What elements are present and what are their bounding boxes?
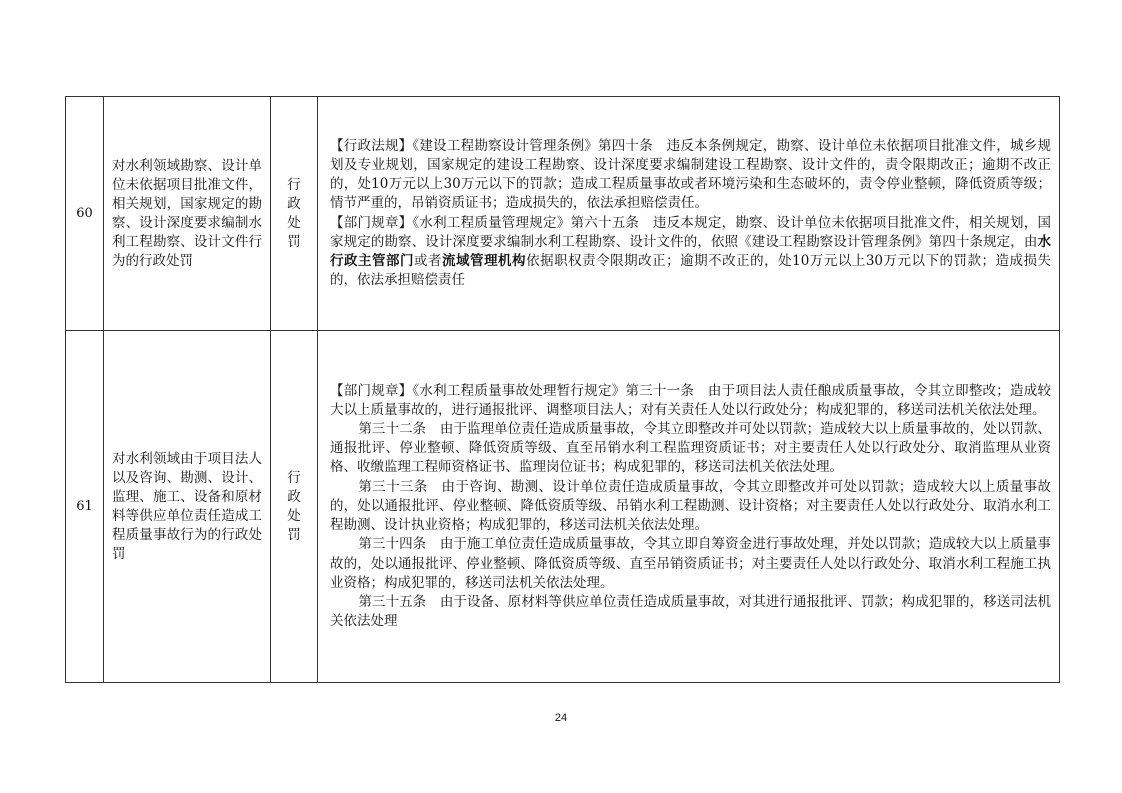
penalty-type: [271, 97, 318, 331]
basis-paragraph: 第三十二条 由于监理单位责任造成质量事故，令其立即整改并可处以罚款；造成较大以上质量事故的，处以罚款、通报批评、停业整顿、降低资质等级、直至吊销水利工程监理资质证书；对主要责任人处以行政处分、取消监理从业资格、收缴监理工程师资格证书、监理岗位证书；构成犯罪的，移送司法机关依法处理。: [330, 421, 1051, 476]
authority-highlight: 流域管理机构: [442, 252, 527, 269]
basis-paragraph: 第三十三条 由于咨询、勘测、设计单位责任造成质量事故，令其立即整改并可处以罚款；造成较大以上质量事故的，处以通报批评、停业整顿、降低资质等级、吊销水利工程勘测、设计资格；对主要责任人处以行政处分、取消水利工程勘测、设计执业资格；构成犯罪的，移送司法机关依法处理。: [330, 478, 1051, 534]
basis-paragraph: 【部门规章】《水利工程质量事故处理暂行规定》第三十一条 由于项目法人责任酿成质量事故，令其立即整改；造成较大以上质量事故的，进行通报批评、调整项目法人；对有关责任人处以行政处分；构成犯罪的，移送司法机关依法处理。: [330, 382, 1051, 418]
page-number: 24: [554, 712, 568, 724]
type-char: 政: [287, 488, 301, 505]
type-char: 行: [287, 176, 301, 193]
type-char: 处: [287, 507, 301, 524]
legal-basis: [318, 97, 1060, 331]
basis-paragraph: 第三十五条 由于设备、原材料等供应单位责任造成质量事故，对其进行通报批评、罚款；构成犯罪的，移送司法机关依法处理: [330, 593, 1051, 630]
row-number: 61: [66, 331, 104, 683]
legal-basis: [318, 331, 1060, 683]
penalty-item: 对水利领域勘察、设计单位未依据项目批准文件，相关规划，国家规定的勘察、设计深度要求编制水利工程勘察、设计文件行为的行政处罚: [104, 97, 271, 331]
basis-text: 依据职权责令限期改正；逾期不改正的，处10万元以上30万元以下的罚款；造成损失的，依法承担赔偿责任: [330, 252, 1052, 289]
table-row: [66, 331, 1060, 683]
row-number: 60: [66, 97, 104, 331]
penalty-type: [271, 331, 318, 683]
type-char: 政: [287, 195, 301, 212]
basis-paragraph: 【行政法规】《建设工程勘察设计管理条例》第四十条 违反本条例规定，勘察、设计单位未依据项目批准文件，城乡规划及专业规划，国家规定的建设工程勘察、设计深度要求编制建设工程勘察、设计文件的，责令限期改正；逾期不改正的，处10万元以上30万元以下的罚款；造成工程质量事故或者环境污染和生态破坏的，责令停业整顿，降低资质等级；情节严重的，吊销资质证书；造成损失的，依法承担赔偿责任。: [330, 137, 1051, 212]
penalty-table: [65, 96, 1060, 683]
type-char: 处: [287, 214, 301, 231]
basis-paragraph: [330, 214, 1051, 291]
type-char: 行: [287, 469, 301, 486]
authority-highlight: 水行政主管部门: [330, 233, 1051, 269]
type-char: 罚: [287, 233, 301, 250]
type-char: 罚: [287, 526, 301, 543]
table-row: [66, 97, 1060, 331]
basis-text: 或者: [414, 252, 443, 269]
penalty-item: 对水利领域由于项目法人以及咨询、勘测、设计、监理、施工、设备和原材料等供应单位责任造成工程质量事故行为的行政处罚: [104, 331, 271, 683]
basis-paragraph: 第三十四条 由于施工单位责任造成质量事故，令其立即自筹资金进行事故处理，并处以罚款；造成较大以上质量事故的，处以通报批评、停业整顿、降低资质等级、直至吊销资质证书；对主要责任人处以行政处分、取消水利工程施工执业资格；构成犯罪的，移送司法机关依法处理。: [330, 536, 1051, 591]
basis-text: 【部门规章】《水利工程质量管理规定》第六十五条 违反本规定，勘察、设计单位未依据项目批准文件，相关规划，国家规定的勘察、设计深度要求编制水利工程勘察、设计文件的，依照《建设工程勘察设计管理条例》第四十条规定，由: [330, 214, 1051, 250]
